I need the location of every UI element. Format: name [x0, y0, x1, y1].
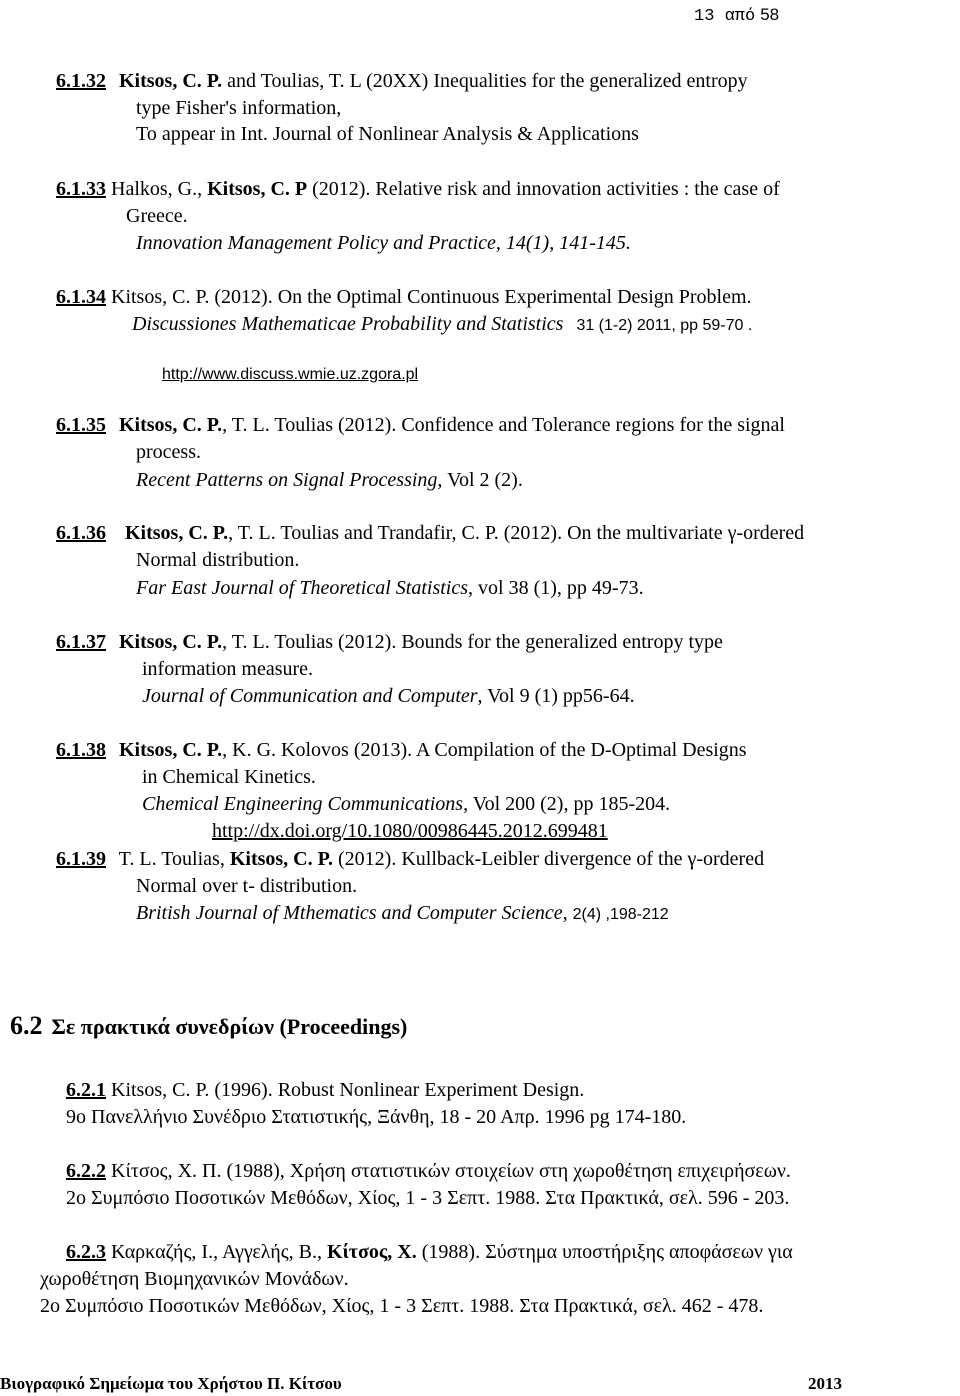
entry-line — [142, 686, 635, 706]
author-highlight: Kitsos, C. P. — [119, 70, 223, 92]
entry-line: χωροθέτηση Βιομηχανικών Μονάδων. — [40, 1268, 349, 1290]
entry-line: in Chemical Kinetics. — [142, 766, 316, 788]
entry-text: (1988). Σύστημα υποστήριξης αποφάσεων για — [416, 1241, 793, 1263]
section-title: Σε πρακτικά συνεδρίων (Proceedings) — [51, 1014, 408, 1039]
journal-name: Far East Journal of Theoretical Statistics — [136, 577, 469, 599]
entry-number: 6.1.38 — [56, 739, 106, 761]
entry-text: (2012). Relative risk and innovation activities : the case of — [307, 178, 780, 200]
footer-year: 2013 — [808, 1374, 842, 1393]
doi-link[interactable]: http://dx.doi.org/10.1080/00986445.2012.699481 — [212, 820, 608, 842]
section-heading — [10, 1013, 407, 1039]
footer-title: Βιογραφικό Σημείωμα του Χρήστου Π. Κίτσου — [0, 1374, 342, 1393]
entry-text: Κίτσος, Χ. Π. (1988), Χρήση στατιστικών στοιχείων στη χωροθέτηση επιχειρήσεων. — [106, 1160, 791, 1182]
journal-name: Recent Patterns on Signal Processing, — [136, 469, 443, 491]
entry-line — [142, 794, 670, 814]
author-highlight: Kitsos, C. P. — [119, 414, 223, 436]
entry-line: 2ο Συμπόσιο Ποσοτικών Μεθόδων, Χίος, 1 - 3 Σεπτ. 1988. Στα Πρακτικά, σελ. 596 - 203. — [66, 1187, 790, 1209]
entry-line: 2ο Συμπόσιο Ποσοτικών Μεθόδων, Χίος, 1 - 3 Σεπτ. 1988. Στα Πρακτικά, σελ. 462 - 478. — [40, 1295, 764, 1317]
page-total: 58 — [760, 5, 780, 24]
entry-line: Normal over t- distribution. — [136, 875, 358, 897]
volume-info: 31 (1-2) 2011, pp 59-70 . — [576, 317, 753, 334]
entry-number: 6.2.2 — [66, 1160, 106, 1182]
entry-number: 6.1.39 — [56, 848, 106, 870]
entry-text: , K. G. Kolovos (2013). A Compilation of the D-Optimal Designs — [222, 739, 747, 761]
entry-line: process. — [136, 441, 201, 463]
journal-name: Innovation Management Policy and Practice, 14(1), 141-145. — [136, 232, 631, 254]
entry-text: Kitsos, C. P. (1996). Robust Nonlinear Experiment Design. — [106, 1079, 585, 1101]
proceeding-6-2-2 — [66, 1161, 791, 1181]
entry-text: , T. L. Toulias (2012). Confidence and Tolerance regions for the signal — [222, 414, 785, 436]
journal-name: Journal of Communication and Computer — [142, 685, 478, 707]
proceeding-6-2-1 — [66, 1080, 584, 1100]
volume-info: Vol 200 (2), pp 185-204. — [468, 793, 671, 815]
entry-number: 6.1.35 — [56, 414, 106, 436]
entry-line — [136, 470, 523, 490]
entry-6-1-39 — [56, 849, 764, 869]
entry-6-1-38 — [56, 740, 747, 760]
author-highlight: Kitsos, C. P. — [125, 522, 229, 544]
author-highlight: Kitsos, C. P. — [119, 739, 223, 761]
entry-text: Καρκαζής, Ι., Αγγελής, Β., — [106, 1241, 328, 1263]
author-highlight: Κίτσος, Χ. — [327, 1241, 417, 1263]
entry-6-1-32 — [56, 71, 748, 91]
entry-text: Halkos, G., — [106, 178, 208, 200]
entry-number: 6.1.37 — [56, 631, 106, 653]
entry-line — [132, 314, 752, 334]
entry-number: 6.1.32 — [56, 70, 106, 92]
page-indicator — [694, 4, 779, 25]
author-highlight: Kitsos, C. P. — [119, 631, 223, 653]
entry-line: information measure. — [142, 658, 314, 680]
volume-info: , vol 38 (1), pp 49-73. — [468, 577, 644, 599]
entry-number: 6.2.1 — [66, 1079, 106, 1101]
volume-info: 2(4) ,198-212 — [572, 906, 669, 923]
entry-number: 6.2.3 — [66, 1241, 106, 1263]
entry-number: 6.1.34 — [56, 286, 106, 308]
volume-info: , Vol 9 (1) pp56-64. — [477, 685, 635, 707]
entry-6-1-34 — [56, 287, 752, 307]
entry-line: type Fisher's information, — [136, 97, 342, 119]
entry-6-1-36 — [56, 523, 804, 543]
entry-6-1-35 — [56, 415, 785, 435]
entry-line: Greece. — [126, 205, 188, 227]
entry-text: and Toulias, T. L (20XX) Inequalities for the generalized entropy — [222, 70, 748, 92]
entry-line — [136, 578, 644, 598]
entry-number: 6.1.33 — [56, 178, 106, 200]
journal-name: British Journal of Mthematics and Computer Science — [136, 902, 563, 924]
proceeding-6-2-3 — [66, 1242, 793, 1262]
author-highlight: Kitsos, C. P — [207, 178, 308, 200]
entry-text: , T. L. Toulias (2012). Bounds for the generalized entropy type — [222, 631, 723, 653]
volume-info: Vol 2 (2). — [442, 469, 523, 491]
entry-6-1-37 — [56, 632, 723, 652]
entry-number: 6.1.36 — [56, 522, 106, 544]
entry-line: Normal distribution. — [136, 549, 300, 571]
entry-6-1-33 — [56, 179, 780, 199]
entry-line — [136, 903, 669, 923]
journal-link[interactable]: http://www.discuss.wmie.uz.zgora.pl — [162, 366, 419, 383]
entry-text: , — [562, 902, 573, 924]
journal-name: Chemical Engineering Communications, — [142, 793, 469, 815]
page-indicator-label: 13 από — [694, 7, 756, 26]
author-highlight: Kitsos, C. P. — [229, 848, 333, 870]
entry-line: To appear in Int. Journal of Nonlinear Analysis & Applications — [136, 123, 639, 145]
entry-text: Kitsos, C. P. (2012). On the Optimal Continuous Experimental Design Problem. — [106, 286, 752, 308]
section-number: 6.2 — [10, 1011, 43, 1040]
entry-text: , T. L. Toulias and Trandafir, C. P. (2012). On the multivariate γ-ordered — [228, 522, 805, 544]
entry-text: (2012). Kullback-Leibler divergence of the γ-ordered — [333, 848, 765, 870]
journal-name: Discussiones Mathematicae Probability and Statistics — [132, 313, 564, 335]
entry-text: T. L. Toulias, — [114, 848, 230, 870]
entry-line: 9ο Πανελλήνιο Συνέδριο Στατιστικής, Ξάνθη, 18 - 20 Απρ. 1996 pg 174-180. — [66, 1106, 687, 1128]
